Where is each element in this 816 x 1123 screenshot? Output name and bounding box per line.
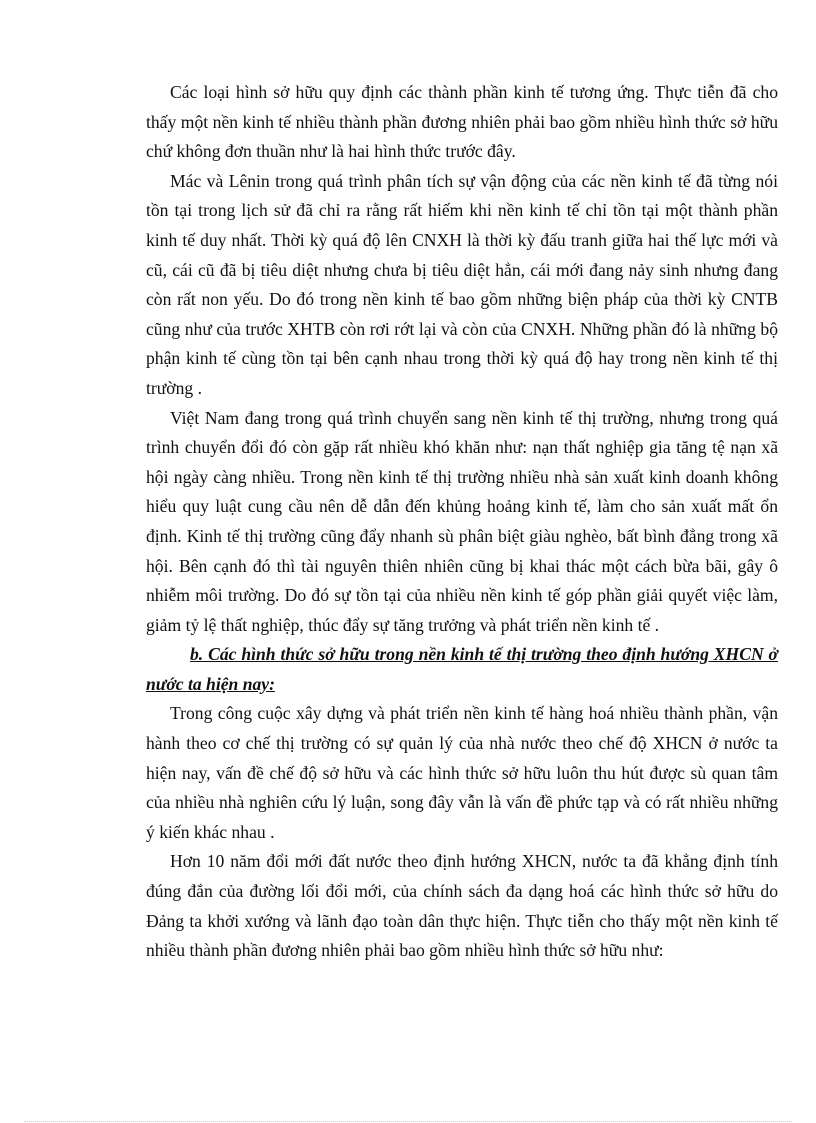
- paragraph-renovation: Hơn 10 năm đổi mới đất nước theo định hướng XHCN, nước ta đã khẳng định tính đúng đắn của đường lối đổi mới, của chính sách đa dạng hoá các hình thức sở hữu do Đảng ta khởi xướng và lãnh đạo toàn dân thực hiện. Thực tiễn cho thấy một nền kinh tế nhiều thành phần đương nhiên phải bao gồm nhiều hình thức sở hữu như:: [146, 851, 778, 961]
- paragraph-vietnam-transition: Việt Nam đang trong quá trình chuyển sang nền kinh tế thị trường, nhưng trong quá trình chuyển đổi đó còn gặp rất nhiều khó khăn như: nạn thất nghiệp gia tăng tệ nạn xã hội ngày càng nhiều. Trong nền kinh tế thị trường nhiều nhà sản xuất kinh doanh không hiểu quy luật cung cầu nên dễ dẫn đến khủng hoảng kinh tế, làm cho sản xuất mất ổn định. Kinh tế thị trường cũng đẩy nhanh sù phân biệt giàu nghèo, bất bình đẳng trong xã hội. Bên cạnh đó thì tài nguyên thiên nhiên cũng bị khai thác một cách bừa bãi, gây ô nhiễm môi trường. Do đó sự tồn tại của nhiều nền kinh tế góp phần giải quyết việc làm, giảm tỷ lệ thất nghiệp, thúc đẩy sự tăng trưởng và phát triển nền kinh tế .: [146, 407, 778, 635]
- section-heading: b. Các hình thức sở hữu trong nền kinh tế thị trường theo định hướng XHCN ở nước ta hiện nay:: [146, 644, 778, 694]
- paragraph-marx-lenin: Mác và Lênin trong quá trình phân tích sự vận động của các nền kinh tế đã từng nói tồn tại trong lịch sử đã chỉ ra rằng rất hiếm khi nền kinh tế chỉ tồn tại một thành phần kinh tế duy nhất. Thời kỳ quá độ lên CNXH là thời kỳ đấu tranh giữa hai thế lực mới và cũ, cái cũ đã bị tiêu diệt nhưng chưa bị tiêu diệt hẳn, cái mới đang nảy sinh nhưng đang còn rất non yếu. Do đó trong nền kinh tế bao gồm những biện pháp của thời kỳ CNTB cũng như của trước XHTB còn rơi rớt lại và còn của CNXH. Những phần đó là những bộ phận kinh tế cùng tồn tại bên cạnh nhau trong thời kỳ quá độ hay trong nền kinh tế thị trường .: [146, 170, 778, 398]
- page-bottom-rule: [24, 1121, 792, 1122]
- paragraph-construction: Trong công cuộc xây dựng và phát triển nền kinh tế hàng hoá nhiều thành phần, vận hành theo cơ chế thị trường có sự quản lý của nhà nước theo chế độ XHCN ở nước ta hiện nay, vấn đề chế độ sở hữu và các hình thức sở hữu luôn thu hút được sù quan tâm của nhiều nhà nghiên cứu lý luận, song đây vẫn là vấn đề phức tạp và có rất nhiều những ý kiến khác nhau .: [146, 703, 778, 842]
- document-body: [146, 78, 778, 966]
- paragraph-ownership-types: Các loại hình sở hữu quy định các thành phần kinh tế tương ứng. Thực tiễn đã cho thấy một nền kinh tế nhiều thành phần đương nhiên phải bao gồm nhiều hình thức sở hữu chứ không đơn thuần như là hai hình thức trước đây.: [146, 82, 778, 162]
